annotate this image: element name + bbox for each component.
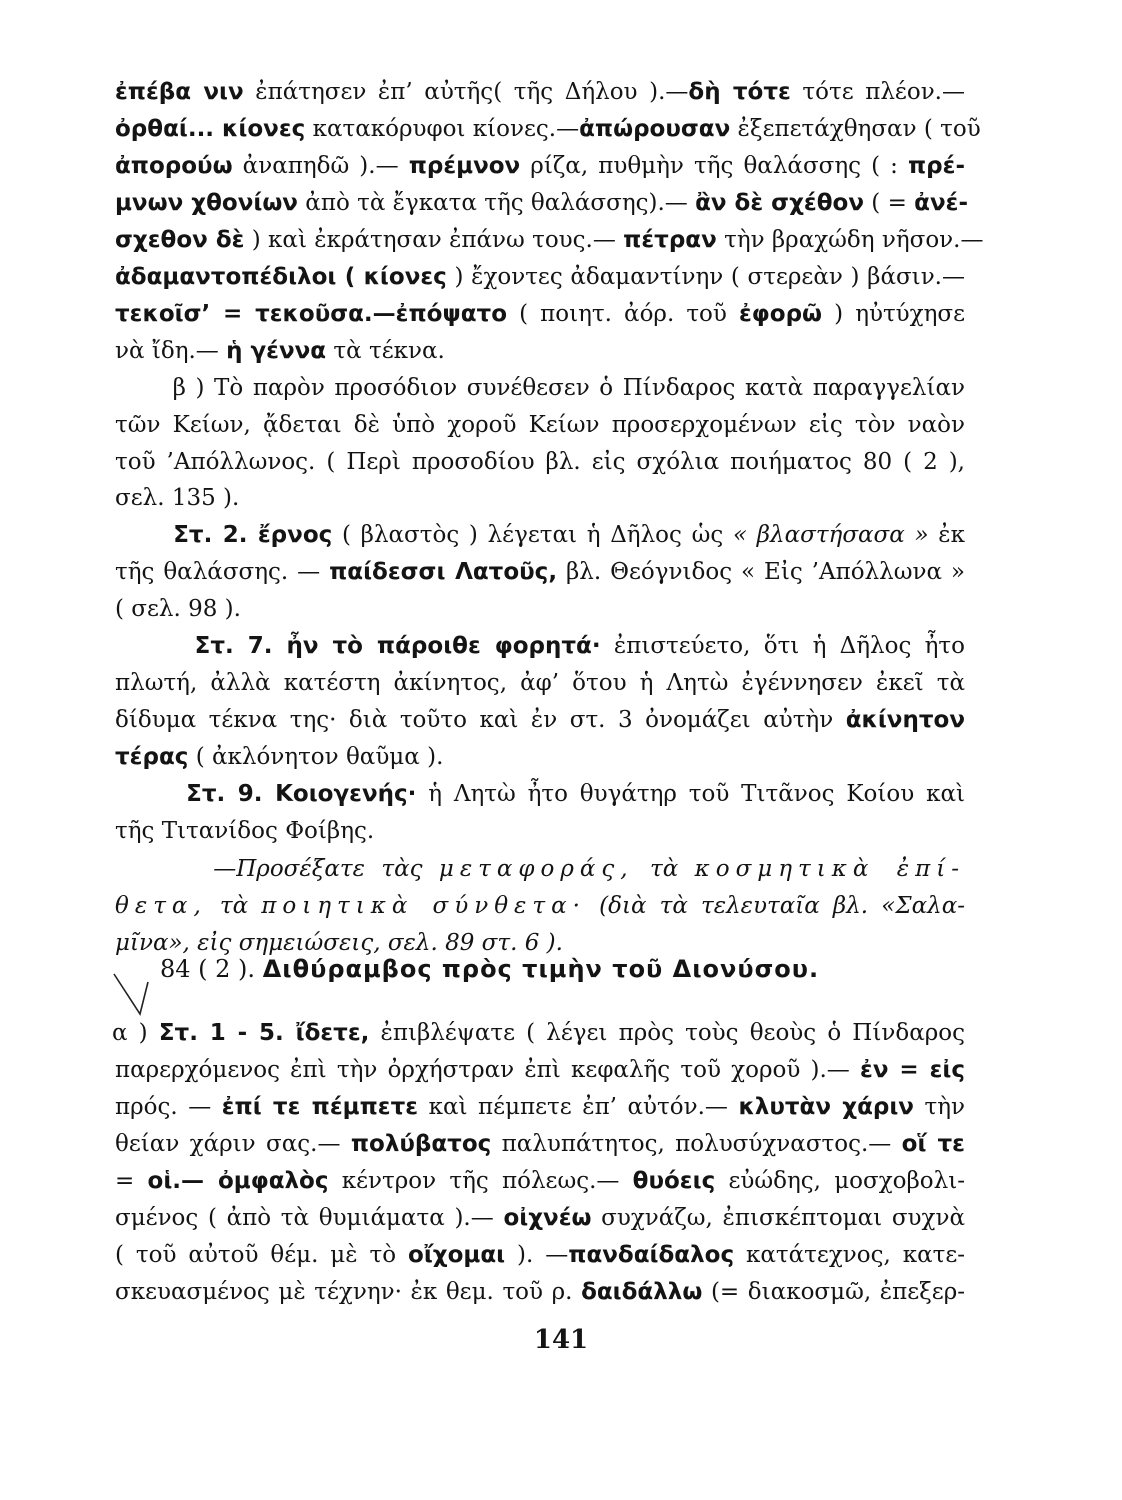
italic-text: τὰ [633,856,695,882]
text-line [115,849,965,889]
text-run: ἀναπηδῶ ).— [232,153,409,179]
text-line [115,72,965,112]
bold-term: πολύβατος [350,1131,492,1157]
bold-term: πέτραν [623,227,717,253]
text-line [115,552,965,592]
bold-term: σχεθον δὲ [115,227,245,253]
bold-term: οἰχνέω [503,1205,592,1231]
text-run: κατάτεχνος, κατε- [734,1242,966,1268]
text-run: ( ἀκλόνητον θαῦμα ). [188,744,444,770]
bold-term: παίδεσσι Λατοῦς, [329,559,558,585]
text-line [115,1235,965,1275]
pen-mark-icon [112,972,152,1032]
text-run: παλυπάτητος, πολυσύχναστος.— [491,1131,902,1157]
text-run: ( = [863,190,915,216]
text-line [115,886,965,926]
bold-term: τέρας [115,744,189,770]
text-run: τὴν [913,1094,965,1120]
bold-term: μνων χθονίων [115,190,298,216]
text-run: σελ. 135 ). [115,485,240,511]
text-line [115,811,965,851]
text-run: συχνάζω, ἐπισκέπτομαι συχνὰ [591,1205,965,1231]
text-line [115,626,965,666]
text-run: δίδυμα τέκνα της· διὰ τοῦτο καὶ ἐν στ. 3 ὀνομάζει αὐτὴν [115,707,846,733]
bold-term: οἴχομαι [408,1242,506,1268]
text-run: ) ηὐτύχησε [822,301,965,327]
text-line [115,257,965,297]
text-run: ἐπάτησεν ἐπ’ αὐτῆς( τῆς Δήλου ).— [243,79,689,105]
bold-term: τεκοῖσ’ = τεκοῦσα.—ἐπόψατο [115,301,508,327]
text-run: τῶν Κείων, ᾄδεται δὲ ὑπὸ χοροῦ Κείων προσερχομένων εἰς τὸν ναὸν [115,412,965,438]
text-run: ρίζα, πυθμὴν τῆς θαλάσσης ( : [520,153,908,179]
bold-term: ἐπέβα νιν [115,79,244,105]
bold-term: δαιδάλλω [581,1279,703,1305]
text-run: ( ποιητ. ἀόρ. τοῦ [507,301,739,327]
bold-term: ὀρθαί... κίονες [115,116,306,142]
bold-term: πανδαίδαλος [568,1242,735,1268]
text-run: κέντρον τῆς πόλεως.— [328,1168,633,1194]
bold-term: ἐπί τε πέμπετε [221,1094,419,1120]
text-line [115,1124,965,1164]
text-run: καὶ πέμπετε ἐπ’ αὐτόν.— [418,1094,739,1120]
italic-text: —Προσέξατε τὰς [115,856,439,882]
bold-term: ἀκίνητον [845,707,965,733]
italic-text: μεταφοράς, [438,856,634,882]
text-run: κατακόρυφοι κίονες.— [305,116,580,142]
bold-term: Στ. 2. ἔρνος [173,522,333,548]
text-run: τῆς θαλάσσης. — [115,559,330,585]
bold-term: ἐφορῶ [738,301,823,327]
bold-term: πρέ- [907,153,965,179]
text-line [115,1050,965,1090]
text-run: τὴν βραχώδη νῆσον.— [716,227,984,253]
text-run: θείαν χάριν σας.— [115,1131,351,1157]
text-line [112,1013,965,1053]
text-run: ἐκ [928,522,965,548]
text-line [115,146,965,186]
bold-term: Στ. 1 - 5. ἴδετε, [158,1020,370,1046]
text-run: νὰ ἴδη.— [115,338,227,364]
italic-text: ποιητικὰ σύνθετα· [261,893,586,919]
bold-term: ἀνέ- [914,190,968,216]
text-run: τὰ τέκνα. [326,338,445,364]
text-line [115,1272,965,1312]
text-run: τότε πλέον.— [790,79,965,105]
text-run [115,633,195,659]
text-run: ἡ Λητὼ ἦτο θυγάτηρ τοῦ Τιτᾶνος Κοίου καὶ [416,781,965,807]
bold-term: ἂν δὲ σχέθον [695,190,864,216]
text-run: ). — [505,1242,569,1268]
text-line [115,737,965,777]
text-run: σμένος ( ἀπὸ τὰ θυμιάματα ).— [115,1205,504,1231]
text-line [115,220,984,260]
text-line [115,1161,965,1201]
text-run: εὐώδης, μοσχοβολι- [715,1168,965,1194]
page-number: 141 [533,1325,589,1355]
text-line [115,774,965,814]
text-run [115,522,173,548]
text-line [115,478,965,518]
text-line [115,663,965,703]
text-run: πρός. — [115,1094,222,1120]
text-run: ( σελ. 98 ). [115,596,241,622]
italic-text: μῖνα», εἰς σημειώσεις, σελ. 89 στ. 6 ). [115,930,563,956]
text-run: παρερχόμενος ἐπὶ τὴν ὀρχήστραν ἐπὶ κεφαλῆς τοῦ χοροῦ ).— [115,1057,861,1083]
italic-text: κοσμητικὰ ἐπί- [694,856,965,882]
text-line [115,405,965,445]
text-run: β ) Τὸ παρὸν προσόδιον συνέθεσεν ὁ Πίνδαρος κατὰ παραγγελίαν [115,375,965,401]
text-line [115,331,965,371]
italic-text: (διὰ τὰ τελευταῖα βλ. «Σαλα- [585,893,965,919]
text-run: ἐξεπετάχθησαν ( τοῦ [730,116,981,142]
bold-term: ἀπορούω [115,153,233,179]
bold-term: κλυτὰν χάριν [738,1094,914,1120]
bold-term: ἀδαμαντοπέδιλοι ( κίονες [115,264,447,290]
text-run: ἐπιστεύετο, ὅτι ἡ Δῆλος ἦτο [600,633,965,659]
bold-term: πρέμνον [408,153,521,179]
bold-term: οἵ τε [901,1131,965,1157]
heading-number: 84 ( 2 ). [160,955,256,983]
text-run: ) ἔχοντες ἀδαμαντίνην ( στερεὰν ) βάσιν.— [446,264,965,290]
italic-text: « βλαστήσασα » [732,522,929,548]
italic-text: θετα, [115,893,207,919]
text-line [115,442,965,482]
text-line [115,700,965,740]
text-line [115,1087,965,1127]
heading-title: Διθύραμβος πρὸς τιμὴν τοῦ Διονύσου. [262,955,820,983]
bold-term: ἡ γέννα [226,338,327,364]
text-run: πλωτή, ἀλλὰ κατέστη ἀκίνητος, ἀφ’ ὅτου ἡ Λητὼ ἐγέννησεν ἐκεῖ τὰ [115,670,965,696]
text-run: ) καὶ ἐκράτησαν ἐπάνω τους.— [244,227,624,253]
text-run: ἀπὸ τὰ ἔγκατα τῆς θαλάσσης).— [297,190,696,216]
bold-term: δὴ τότε [688,79,791,105]
bold-term: θυόεις [632,1168,716,1194]
text-run: ( βλαστὸς ) λέγεται ἡ Δῆλος ὡς [332,522,733,548]
bold-term: οἱ.— ὀμφαλὸς [147,1168,329,1194]
text-run: βλ. Θεόγνιδος « Εἰς ’Απόλλωνα » [557,559,965,585]
text-run: (= διακοσμῶ, ἐπεξερ- [702,1279,965,1305]
bold-term: Στ. 7. ἦν τὸ πάροιθε φορητά· [194,633,601,659]
text-line [115,1198,965,1238]
text-run: ( τοῦ αὐτοῦ θέμ. μὲ τὸ [115,1242,409,1268]
bold-term: ἐν = εἰς [860,1057,965,1083]
text-line [115,183,968,223]
text-run: σκευασμένος μὲ τέχνην· ἐκ θεμ. τοῦ ρ. [115,1279,582,1305]
text-line [115,368,965,408]
text-line [115,515,965,555]
bold-term: Στ. 9. Κοιογενής· [186,781,417,807]
text-run: τῆς Τιτανίδος Φοίβης. [115,818,375,844]
text-run: τοῦ ’Απόλλωνος. ( Περὶ προσοδίου βλ. εἰς σχόλια ποιήματος 80 ( 2 ), [115,449,965,475]
text-run: = [115,1168,148,1194]
text-run: α ) [112,1020,159,1046]
section-heading [160,955,819,983]
text-line [115,109,981,149]
italic-text: τὰ [206,893,262,919]
bold-term: ἀπώρουσαν [579,116,731,142]
text-run: ἐπιβλέψατε ( λέγει πρὸς τοὺς θεοὺς ὁ Πίνδαρος [369,1020,965,1046]
text-run [115,781,186,807]
text-line [115,589,965,629]
text-line [115,294,965,334]
